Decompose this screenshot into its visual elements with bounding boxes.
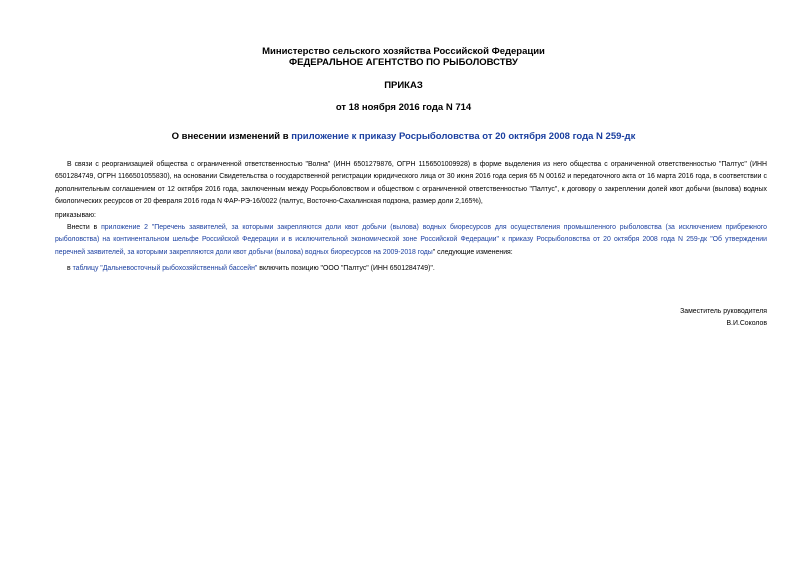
document-type: ПРИКАЗ [384,80,423,91]
change-link[interactable]: таблицу "Дальневосточный рыбохозяйственный бассейн" [72,265,258,272]
preamble-paragraph [55,159,767,208]
item-prefix: Внести в [67,224,102,231]
change-prefix: в [67,265,73,272]
title-prefix: О внесении изменений в [171,131,292,142]
agency-name: ФЕДЕРАЛЬНОЕ АГЕНТСТВО ПО РЫБОЛОВСТВУ [289,57,518,68]
item-paragraph [55,222,767,259]
document-date: от 18 ноября 2016 года N 714 [335,102,472,113]
change-suffix: включить позицию "ООО "Палтус" (ИНН 6501284749)". [257,265,435,272]
signature-name: В.И.Соколов [726,320,767,327]
preamble-text: В связи с реорганизацией общества с ограниченной ответственностью "Волна" (ИНН 6501279876, ОГРН 1156501009928) в форме выделения из него общества с ограниченной ответственностью "Палтус" (ИНН 6501284749, ОГРН 1166501055830), на основании Свидетельства о государственной регистрации юридического лица от 30 июня 2016 года серия 65 N 00162 и передаточного акта от 16 марта 2016 года, в соответствии с дополнительным соглашением от 12 октября 2016 года, заключенным между Росрыболовством и обществом с ограниченной ответственностью "Палтус", к договору о закреплении долей квот добычи (вылова) водных биологических ресурсов от 20 февраля 2016 года N ФАР-РЭ-16/0022 (палтус, Восточно-Сахалинская подзона, размер доли 2,165%), [55,161,767,205]
title-link[interactable]: приложение к приказу Росрыболовства от 20 октября 2008 года N 259-дк [291,131,636,142]
item-suffix: " следующие изменения: [432,248,513,256]
change-paragraph [67,263,435,275]
signature-position: Заместитель руководителя [680,308,767,315]
ministry-name: Министерство сельского хозяйства Российской Федерации [262,46,545,57]
item-link[interactable]: приложение 2 "Перечень заявителей, за которыми закрепляются доли квот добычи (вылова) водных биоресурсов для осуществления промышленного рыболовства (за исключением прибрежного рыболовства) на континентальном шельфе Российской Федерации и в исключительной экономической зоне Российской Федерации" к приказу Росрыболовства от 20 октября 2008 года N 259-дк "Об утверждении перечней заявителей, за которыми закрепляются доли квот добычи (вылова) водных биоресурсов на 2009-2018 годы [55,224,767,256]
document-title [0,131,807,143]
order-word: приказываю: [55,212,96,219]
